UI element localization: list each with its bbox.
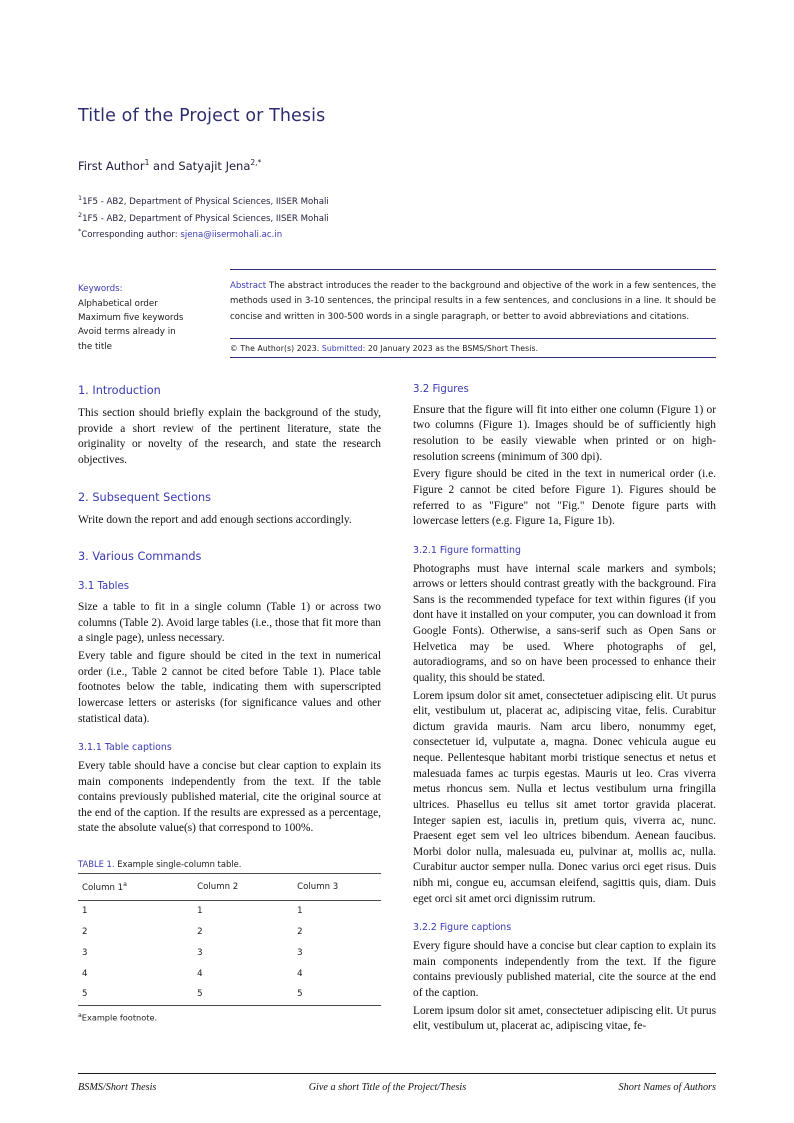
paragraph-figure-formatting-1: Photographs must have internal scale markers and symbols; arrows or letters should contrast greatly with the background. Fira Sans is the recommended typeface for text within figures (if you dont have it installed on your computer, you can download it from Google Fonts). Otherwise, a sans-serif such as Open Sans or Helvetica may be used. Where photographs of gel, autoradiograms, and so on have been processed to enhance their quality, this should be stated.	[413, 562, 716, 684]
spacer	[78, 729, 381, 742]
footer-row	[78, 1082, 716, 1093]
table-cell: 1	[82, 906, 88, 917]
spacer	[78, 471, 381, 491]
corresponding-email-link[interactable]: sjena@iisermohali.ac.in	[180, 230, 283, 241]
paragraph-subsequent-sections: Write down the report and add enough sections accordingly.	[78, 513, 352, 526]
subsubsection-heading-figure-formatting: 3.2.1 Figure formatting	[413, 544, 521, 556]
page-footer	[78, 1073, 716, 1093]
spacer	[78, 572, 381, 581]
table-header-cell: Column 3	[293, 874, 381, 901]
table-footnote	[78, 1012, 381, 1023]
body-columns	[78, 384, 716, 1037]
table-header-cell	[78, 874, 193, 901]
submitted-label: Submitted:	[321, 344, 366, 353]
affiliation-2-text: 1F5 - AB2, Department of Physical Sciences, IISER Mohali	[82, 213, 329, 224]
copyright-prefix: © The Author(s) 2023.	[230, 344, 320, 353]
table-header-cell: Column 2	[193, 874, 293, 901]
table-cell: 4	[197, 968, 203, 979]
abstract-body: The abstract introduces the reader to the background and objective of the work in a few sentences, the methods used in 3-10 sentences, the principal results in a few sentences, and conclusions in a line. It should be concise and written in 300-500 words in a single paragraph, or better to avoid abbreviations and citations.	[230, 281, 716, 322]
corresponding-author-line	[78, 226, 716, 243]
table-cell: 3	[197, 947, 203, 958]
paragraph-tables-1: Size a table to fit in a single column (Table 1) or across two columns (Table 2). Avoid large tables (i.e., those that fit more than a single page), unless necessary.	[78, 601, 381, 645]
table-cell: 5	[78, 984, 193, 1005]
table-row	[78, 984, 381, 1005]
spacer	[413, 532, 716, 545]
table-row	[78, 900, 381, 921]
table-caption	[78, 859, 381, 869]
abstract-paragraph	[230, 270, 716, 331]
table-label: TABLE 1.	[78, 859, 115, 870]
affiliation-1-text: 1F5 - AB2, Department of Physical Sciences, IISER Mohali	[82, 196, 329, 207]
section-heading-various-commands: 3. Various Commands	[78, 550, 202, 564]
table-caption-text: Example single-column table.	[117, 859, 242, 870]
section-heading-introduction: 1. Introduction	[78, 384, 161, 397]
abstract-block	[230, 269, 716, 358]
author-line	[78, 158, 716, 174]
subsubsection-heading-table-captions: 3.1.1 Table captions	[78, 742, 172, 754]
footer-center-text: Give a short Title of the Project/Thesis	[308, 1082, 467, 1093]
table-header-row	[78, 874, 381, 901]
left-column	[78, 384, 381, 1037]
abstract-band	[78, 269, 716, 358]
paragraph-figure-formatting-lorem: Lorem ipsum dolor sit amet, consectetuer adipiscing elit. Ut purus elit, vestibulum ut, placerat ac, adipiscing vitae, felis. Curabitur dictum gravida mauris. Nam arcu libero, nonummy eget, consectetuer id, vulputate a, magna. Donec vehicula augue eu neque. Pellentesque habitant morbi tristique senectus et netus et malesuada fames ac turpis egestas. Mauris ut leo. Cras viverra metus rhoncus sem. Nulla et lectus vestibulum urna fringilla ultrices. Phasellus eu tellus sit amet tortor gravida placerat. Integer sapien est, iaculis in, pretium quis, viverra ac, nunc. Praesent eget sem vel leo ultrices bibendum. Aenean faucibus. Morbi dolor nulla, malesuada eu, pulvinar at, mollis ac, nulla. Curabitur auctor semper nulla. Donec varius orci eget risus. Duis nibh mi, congue eu, accumsan eleifend, sagittis quis, diam. Duis eget orci sit amet orci dignissim rutrum.	[413, 689, 716, 905]
table-cell: 5	[193, 984, 293, 1005]
submitted-value: 20 January 2023 as the BSMS/Short Thesis.	[367, 344, 539, 353]
keyword-item: Alphabetical order	[78, 298, 158, 309]
paragraph-figures-2: Every figure should be cited in the text in numerical order (i.e. Figure 2 cannot be cited before Figure 1). Figures should be referred to as "Figure" not "Fig." Denote figure parts with lowercase letters (e.g. Figure 1a, Figure 1b).	[413, 468, 716, 528]
table-cell: 2	[197, 927, 203, 938]
table-block	[78, 859, 381, 1023]
author-name-2: Satyajit Jena	[178, 158, 251, 173]
corresponding-marker: *	[78, 227, 82, 236]
subsection-heading-tables: 3.1 Tables	[78, 581, 130, 593]
table-row	[78, 963, 381, 984]
keyword-item: Maximum five keywords	[78, 312, 184, 323]
right-column	[413, 384, 716, 1037]
paragraph-introduction: This section should briefly explain the background of the study, provide a short review of the pertinent literature, state the originality or novelty of the research, and state the research objectives.	[78, 407, 381, 466]
page-title: Title of the Project or Thesis	[78, 106, 326, 126]
spacer	[413, 909, 716, 922]
table-cell: 1	[297, 906, 303, 917]
keyword-item: the title	[78, 341, 113, 352]
paragraph-figure-captions-lorem: Lorem ipsum dolor sit amet, consectetuer adipiscing elit. Ut purus elit, vestibulum ut, placerat ac, adipiscing vitae, fe-	[413, 1004, 716, 1033]
keywords-block	[78, 269, 230, 354]
corresponding-label: Corresponding author:	[81, 230, 178, 241]
abstract-label: Abstract	[230, 281, 267, 292]
table-header-footnote-marker: a	[123, 881, 127, 889]
table-cell: 3	[297, 947, 303, 958]
copyright-line	[230, 339, 716, 353]
keyword-item: Avoid terms already in	[78, 327, 176, 338]
table-cell: 2	[297, 927, 303, 938]
affiliation-2	[78, 210, 716, 227]
footer-rule	[78, 1073, 716, 1074]
affiliation-2-marker: 2	[78, 210, 83, 219]
footer-right-text: Short Names of Authors	[618, 1082, 716, 1093]
affiliation-1	[78, 193, 716, 210]
table-cell: 3	[82, 947, 88, 958]
table-cell: 5	[293, 984, 381, 1005]
table-header-label: Column 1	[82, 882, 124, 893]
table-footnote-marker: a	[78, 1011, 82, 1019]
table-cell: 2	[82, 927, 88, 938]
masthead	[78, 0, 716, 243]
author-conjunction: and	[153, 158, 175, 173]
table-cell: 4	[297, 968, 303, 979]
section-heading-subsequent-sections: 2. Subsequent Sections	[78, 490, 212, 504]
table-cell: 1	[197, 906, 203, 917]
paragraph-table-captions: Every table should have a concise but clear caption to explain its main components independently from the text. If the table contains previously published material, cite the original source at the end of the caption. If the results are expressed as a percentage, state the absolute value(s) that correspond to 100%.	[78, 759, 381, 835]
subsection-heading-figures: 3.2 Figures	[413, 384, 469, 395]
paragraph-figure-captions-1: Every figure should have a concise but clear caption to explain its main components independently from the text. If the figure contains previously published material, cite the source at the end of the caption.	[413, 940, 716, 999]
subsubsection-heading-figure-captions: 3.2.2 Figure captions	[413, 922, 512, 934]
keywords-heading: Keywords:	[78, 284, 123, 295]
table-footnote-text: Example footnote.	[81, 1012, 158, 1023]
spacer	[78, 530, 381, 550]
table-row	[78, 922, 381, 943]
author-name-1: First Author	[78, 158, 145, 173]
affiliation-1-marker: 1	[78, 193, 83, 202]
abstract-rule-bottom	[230, 357, 716, 358]
paragraph-tables-2: Every table and figure should be cited in the text in numerical order (i.e., Table 2 cannot be cited before Table 1). Place table footnotes below the table, indicating them with superscripted lowercase letters or asterisks (for significance values and other statistical data).	[78, 650, 381, 725]
paragraph-figures-1: Ensure that the figure will fit into either one column (Figure 1) or two columns (Figure 1). Images should be of sufficiently high resolution to be easily viewable when printed or on high-resolution screens (minimum of 300 dpi).	[413, 403, 716, 463]
footer-left-text: BSMS/Short Thesis	[78, 1082, 157, 1093]
example-table	[78, 873, 381, 1006]
table-cell: 4	[82, 968, 88, 979]
author-1-affiliation-marker: 1	[144, 158, 150, 167]
affiliations-block	[78, 193, 716, 243]
table-row	[78, 943, 381, 964]
author-2-affiliation-marker: 2,*	[250, 158, 262, 167]
